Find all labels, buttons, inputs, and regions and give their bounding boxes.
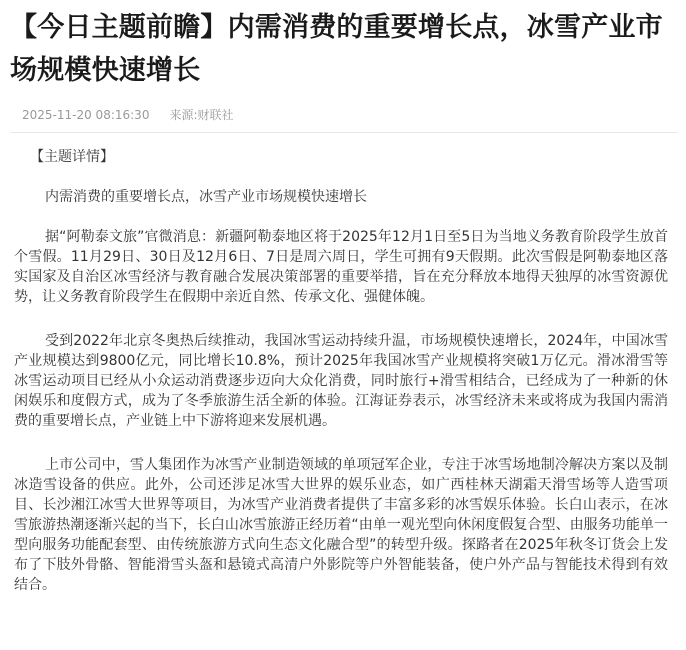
body-paragraph-3: 上市公司中，雪人集团作为冰雪产业制造领域的单项冠军企业，专注于冰雪场地制冷解决方案以及制冰造雪设备的供应。此外，公司还涉足冰雪大世界的娱乐业态，如广西桂林天湖霜天滑雪场等人造雪项目、长沙湘江冰雪大世界等项目，为冰雪产业消费者提供了丰富多彩的冰雪娱乐体验。长白山表示，在冰雪旅游热潮逐渐兴起的当下，长白山冰雪旅游正经历着“由单一观光型向休闲度假复合型、由服务功能单一型向服务功能配套型、由传统旅游方式向生态文化融合型”的转型升级。探路者在2025年秋冬订货会上发布了下肢外骨骼、智能滑雪头盔和悬镜式高清户外影院等户外智能装备，使户外产品与智能技术得到有效结合。 [14,457,668,593]
article-meta [22,106,234,124]
body-paragraph-2: 受到2022年北京冬奥热后续推动，我国冰雪运动持续升温，市场规模快速增长，2024年，中国冰雪产业规模达到9800亿元，同比增长10.8%，预计2025年我国冰雪产业规模将突破1万亿元。滑冰滑雪等冰雪运动项目已经从小众运动消费逐步迈向大众化消费，同时旅行+滑雪相结合，已经成为了一种新的休闲娱乐和度假方式，成为了冬季旅游生活全新的体验。江海证券表示，冰雪经济未来或将成为我国内需消费的重要增长点，产业链上中下游将迎来发展机遇。 [14,333,668,429]
article-body [14,147,668,595]
publish-datetime: 2025-11-20 08:16:30 [22,108,150,122]
lead-paragraph: 内需消费的重要增长点，冰雪产业市场规模快速增长 [45,189,367,205]
article-title: 【今日主题前瞻】内需消费的重要增长点，冰雪产业市场规模快速增长 [10,12,663,86]
meta-divider [10,132,678,133]
body-paragraph-1: 据“阿勒泰文旅”官微消息：新疆阿勒泰地区将于2025年12月1日至5日为当地义务教育阶段学生放首个雪假。11月29日、30日及12月6日、7日是周六周日，学生可拥有9天假期。此次雪假是阿勒泰地区落实国家及自治区冰雪经济与教育融合发展决策部署的重要举措，旨在充分释放本地得天独厚的冰雪资源优势，让义务教育阶段学生在假期中亲近自然、传承文化、强健体魄。 [14,229,668,305]
section-heading: 【主题详情】 [30,149,114,165]
article-source: 来源:财联社 [169,108,234,122]
